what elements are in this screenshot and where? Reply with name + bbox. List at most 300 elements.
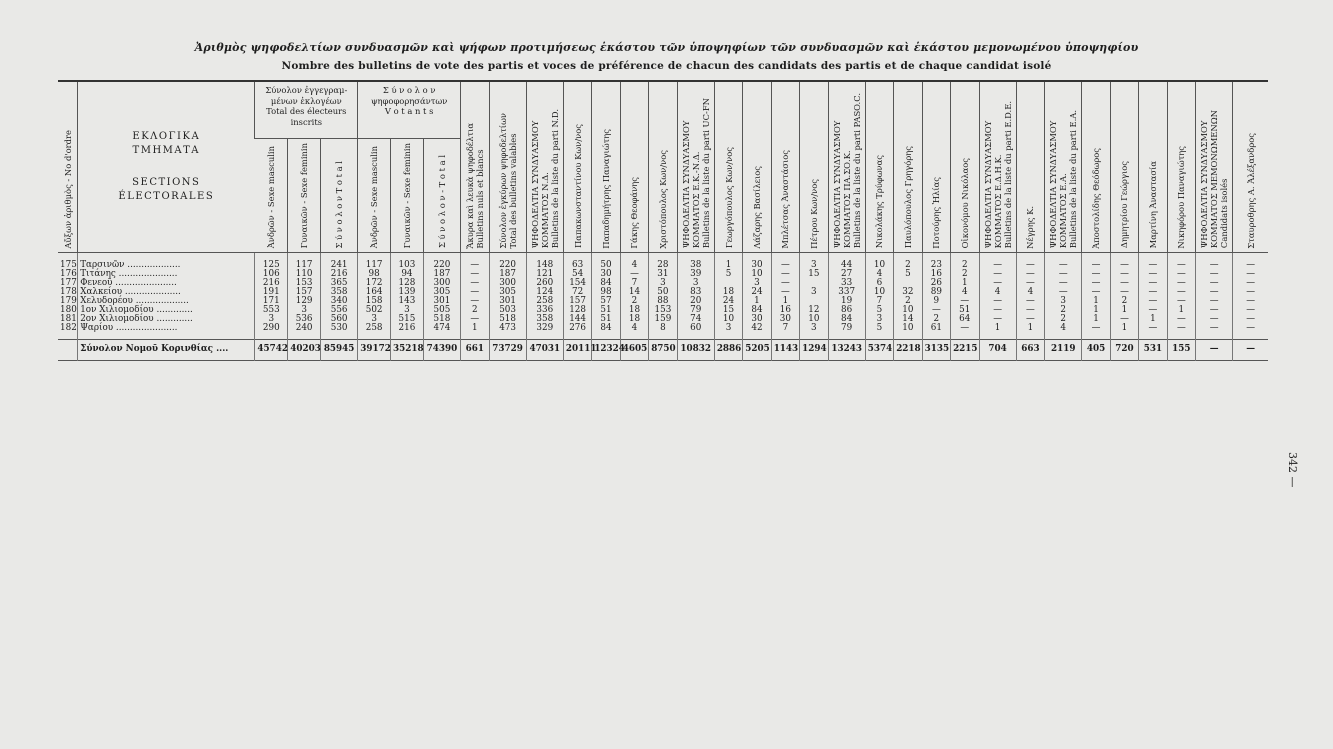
cell: 4 [1016, 288, 1044, 297]
cell: 1 [1110, 324, 1138, 340]
cell: 98 [358, 270, 391, 279]
cell: — [1082, 288, 1110, 297]
cell: 103 [391, 253, 424, 271]
cell: — [979, 270, 1016, 279]
cell: 8 [649, 324, 677, 340]
cell: 337 [828, 288, 865, 297]
cell: 7 [865, 297, 893, 306]
cell: 216 [255, 279, 288, 288]
cell: 3 [358, 315, 391, 324]
cell: — [1139, 306, 1167, 315]
cell: — [1233, 288, 1268, 297]
cell: 220 [423, 253, 460, 271]
cell: — [1045, 270, 1082, 279]
cell: 290 [255, 324, 288, 340]
cell: — [979, 315, 1016, 324]
cell: 30 [743, 315, 771, 324]
total-cell: 74390 [423, 340, 460, 361]
cell: 2 [1045, 306, 1082, 315]
cell: 530 [321, 324, 358, 340]
cell: 31 [649, 270, 677, 279]
cell: — [461, 253, 489, 271]
cell: 4 [620, 324, 648, 340]
cell: — [979, 253, 1016, 271]
cell: 94 [391, 270, 424, 279]
cell: — [771, 253, 799, 271]
cell: 38 [677, 253, 714, 271]
cell: 14 [620, 288, 648, 297]
header-votants: Σ ύ ν ο λ ο ν ψηφοφορησάντων V o t a n t s [358, 81, 461, 139]
cell: 4 [1045, 324, 1082, 340]
total-cell: 720 [1110, 340, 1138, 361]
cell: — [1016, 315, 1044, 324]
cell: — [1167, 253, 1195, 271]
cell: 26 [922, 279, 950, 288]
cell: 187 [423, 270, 460, 279]
cell: 125 [255, 253, 288, 271]
cell: — [1196, 270, 1233, 279]
total-cell: 5374 [865, 340, 893, 361]
cell: 305 [489, 288, 526, 297]
header-col-4: Ἀνδρῶν - Sexe masculin [358, 139, 391, 253]
cell: 301 [489, 297, 526, 306]
cell: 4 [865, 270, 893, 279]
cell: 191 [255, 288, 288, 297]
cell: 1 [979, 324, 1016, 340]
total-cell: 2218 [894, 340, 922, 361]
cell: — [1139, 279, 1167, 288]
cell: — [1110, 315, 1138, 324]
cell: 63 [563, 253, 591, 271]
cell: 515 [391, 315, 424, 324]
total-cell: 5205 [743, 340, 771, 361]
cell: 474 [423, 324, 460, 340]
header-col-2: Γυναικῶν - Sexe feminin [288, 139, 321, 253]
cell: — [1139, 253, 1167, 271]
cell: 86 [828, 306, 865, 315]
cell: — [1233, 270, 1268, 279]
cell: 1 [1082, 297, 1110, 306]
total-cell: 3135 [922, 340, 950, 361]
cell: — [1139, 288, 1167, 297]
cell: — [1045, 279, 1082, 288]
cell: 260 [526, 279, 563, 288]
cell: 3 [649, 279, 677, 288]
cell: 84 [592, 324, 620, 340]
total-cell: 531 [1139, 340, 1167, 361]
cell: — [1082, 279, 1110, 288]
cell: — [1016, 279, 1044, 288]
cell: — [1082, 324, 1110, 340]
cell: — [1196, 297, 1233, 306]
cell: 14 [894, 315, 922, 324]
cell: 83 [677, 288, 714, 297]
cell: — [1045, 288, 1082, 297]
cell: 50 [592, 253, 620, 271]
cell: 1 [714, 253, 742, 271]
cell: 556 [321, 306, 358, 315]
total-row [58, 340, 1268, 361]
cell: 358 [321, 288, 358, 297]
cell: — [461, 288, 489, 297]
total-cell: 40203 [288, 340, 321, 361]
cell: — [1233, 306, 1268, 315]
cell: 72 [563, 288, 591, 297]
header-col-1: Ἀνδρῶν - Sexe masculin [255, 139, 288, 253]
cell: — [1082, 253, 1110, 271]
cell: 518 [489, 315, 526, 324]
header-col-5: Γυναικῶν - Sexe feminin [391, 139, 424, 253]
cell: — [1016, 270, 1044, 279]
header-col-10: Παπακωνσταντίνου Κων/νος [563, 81, 591, 253]
cell: — [771, 288, 799, 297]
cell: 2 [461, 306, 489, 315]
cell: 1 [1167, 306, 1195, 315]
cell: 128 [563, 306, 591, 315]
cell: 505 [423, 306, 460, 315]
cell: 503 [489, 306, 526, 315]
total-cell: 85945 [321, 340, 358, 361]
cell: 60 [677, 324, 714, 340]
cell: 10 [894, 306, 922, 315]
cell: 16 [922, 270, 950, 279]
cell: 54 [563, 270, 591, 279]
cell: 44 [828, 253, 865, 271]
cell: — [1139, 297, 1167, 306]
cell: 154 [563, 279, 591, 288]
cell: 2 [951, 270, 979, 279]
row-number: 180 [60, 305, 77, 316]
header-col-20: Νικολάκης Τρύφωνας [865, 81, 893, 253]
cell: 3 [1045, 297, 1082, 306]
total-spacer [58, 340, 78, 361]
cell: — [1233, 253, 1268, 271]
cell: — [951, 324, 979, 340]
cell: 3 [800, 324, 828, 340]
cell: 4 [979, 288, 1016, 297]
header-col-7: Ἄκυρα καὶ λευκὰ ψηφοδέλτια Bulletins nuls et blancs [461, 81, 489, 253]
row-number: 179 [60, 296, 77, 307]
header-col-15: Γεωργόπουλος Κων/νος [714, 81, 742, 253]
cell: 1 [951, 279, 979, 288]
cell: 128 [391, 279, 424, 288]
cell: 171 [255, 297, 288, 306]
row-section-name: Ταρσινῶν ................... [78, 253, 255, 271]
cell: 98 [592, 288, 620, 297]
header-col-29: Μαρτίνη Ἀναστασία [1139, 81, 1167, 253]
cell: 300 [489, 279, 526, 288]
cell: — [1139, 324, 1167, 340]
cell: 1 [1139, 315, 1167, 324]
cell: 1 [1110, 306, 1138, 315]
header-col-26: ΨΗΦΟΔΕΛΤΙΑ ΣΥΝΔΥΑΣΜΟΥ ΚΟΜΜΑΤΟΣ Ε.Α. Bulletins de la liste du parti E.A. [1045, 81, 1082, 253]
header-col-24: ΨΗΦΟΔΕΛΤΙΑ ΣΥΝΔΥΑΣΜΟΥ ΚΟΜΜΑΤΟΣ Ε.Δ.Η.Κ. Bulletins de la liste du parti E.D.E. [979, 81, 1016, 253]
cell: 329 [526, 324, 563, 340]
total-cell: 661 [461, 340, 489, 361]
cell: 30 [592, 270, 620, 279]
row-number: 177 [60, 278, 77, 289]
row-section-name: Ψαρίου ...................... [78, 324, 255, 340]
cell: — [1196, 288, 1233, 297]
header-col-30: Νικηφόρου Παναγιώτης [1167, 81, 1195, 253]
row-section-name: 2ον Χιλιομοδίου ............. [78, 315, 255, 324]
cell: 3 [677, 279, 714, 288]
cell: 42 [743, 324, 771, 340]
cell: — [979, 279, 1016, 288]
total-cell: 704 [979, 340, 1016, 361]
total-cell: 155 [1167, 340, 1195, 361]
cell: — [1196, 306, 1233, 315]
cell: — [1196, 279, 1233, 288]
total-cell: 4605 [620, 340, 648, 361]
cell: 187 [489, 270, 526, 279]
cell: 32 [894, 288, 922, 297]
header-col-31: ΨΗΦΟΔΕΛΤΙΑ ΣΥΝΔΥΑΣΜΟΥ ΚΟΜΜΑΤΟΣ ΜΕΜΟΝΩΜΕΝΩΝ Candidats isolés [1196, 81, 1233, 253]
cell: — [461, 279, 489, 288]
cell: 2 [894, 253, 922, 271]
cell: 5 [714, 270, 742, 279]
cell: 300 [423, 279, 460, 288]
cell: 61 [922, 324, 950, 340]
cell: 216 [321, 270, 358, 279]
total-label: Σύνολον Νομοῦ Κορινθίας .... [78, 340, 255, 361]
cell: 84 [743, 306, 771, 315]
cell: 106 [255, 270, 288, 279]
cell: — [1139, 270, 1167, 279]
total-cell: 47031 [526, 340, 563, 361]
cell: — [1233, 297, 1268, 306]
cell: 19 [828, 297, 865, 306]
cell: 27 [828, 270, 865, 279]
total-cell: 1294 [800, 340, 828, 361]
cell: 216 [391, 324, 424, 340]
cell: — [1233, 279, 1268, 288]
cell: 10 [894, 324, 922, 340]
cell: 158 [358, 297, 391, 306]
cell: — [1167, 270, 1195, 279]
cell: 1 [743, 297, 771, 306]
cell: 74 [677, 315, 714, 324]
header-col-23: Οἰκονόμου Νικόλαος [951, 81, 979, 253]
cell: 24 [743, 288, 771, 297]
cell: — [461, 315, 489, 324]
cell: 172 [358, 279, 391, 288]
cell: 57 [592, 297, 620, 306]
cell: 12 [800, 306, 828, 315]
total-cell: 8750 [649, 340, 677, 361]
row-section-name: Τιτάνης ..................... [78, 270, 255, 279]
cell: 502 [358, 306, 391, 315]
header-col-17: Μπλέτσας Ἀναστάσιος [771, 81, 799, 253]
cell: 336 [526, 306, 563, 315]
header-col-28: Δημητρίου Γεώργιος [1110, 81, 1138, 253]
page-number: 342 — [1286, 452, 1299, 488]
header-col-13: Χριστόπουλος Κων/νος [649, 81, 677, 253]
cell: — [1196, 324, 1233, 340]
cell: 139 [391, 288, 424, 297]
cell: — [1016, 253, 1044, 271]
title-greek: Ἀριθμὸς ψηφοδελτίων συνδυασμῶν καὶ ψήφων προτιμήσεως ἑκάστου τῶν ὑποψηφίων τῶν συνδυασμῶν καὶ ἑκάστου μεμονωμένου ὑποψηφίου [194, 41, 1139, 54]
cell: 4 [620, 253, 648, 271]
header-col-27: Ἀποστολίδης Θεόδωρος [1082, 81, 1110, 253]
title-french: Nombre des bulletins de vote des partis et voces de préférence de chacun des candidats des partis et de chaque candidat isolé [281, 60, 1052, 72]
cell: 365 [321, 279, 358, 288]
total-cell: — [1196, 340, 1233, 361]
header-col-16: Λάζαρης Βασίλειος [743, 81, 771, 253]
cell: 18 [620, 315, 648, 324]
cell: 51 [592, 306, 620, 315]
row-number: 181 [60, 314, 77, 325]
cell: — [1082, 270, 1110, 279]
cell: 89 [922, 288, 950, 297]
cell: 6 [865, 279, 893, 288]
cell: 10 [865, 253, 893, 271]
cell: 84 [828, 315, 865, 324]
cell: — [1110, 270, 1138, 279]
row-number: 178 [60, 287, 77, 298]
cell: 1 [1082, 315, 1110, 324]
cell: — [922, 306, 950, 315]
cell: — [1167, 297, 1195, 306]
cell: 2 [1110, 297, 1138, 306]
cell: 24 [714, 297, 742, 306]
cell: 18 [620, 306, 648, 315]
cell: 64 [951, 315, 979, 324]
cell: — [1016, 297, 1044, 306]
cell: 10 [714, 315, 742, 324]
cell: 301 [423, 297, 460, 306]
cell: 3 [288, 306, 321, 315]
cell: 84 [592, 279, 620, 288]
total-cell: 2886 [714, 340, 742, 361]
cell: 30 [743, 253, 771, 271]
cell: 10 [743, 270, 771, 279]
cell: 358 [526, 315, 563, 324]
header-col-32: Σταυροθρης Α. Ἀλέξανδρος [1233, 81, 1268, 253]
cell: — [771, 270, 799, 279]
cell: 144 [563, 315, 591, 324]
cell: 1 [771, 297, 799, 306]
cell: 258 [358, 324, 391, 340]
cell: 473 [489, 324, 526, 340]
cell: — [461, 270, 489, 279]
cell: 50 [649, 288, 677, 297]
cell: 3 [800, 253, 828, 271]
table-row [58, 324, 1268, 340]
cell: — [1110, 288, 1138, 297]
cell: 18 [714, 288, 742, 297]
total-cell: 35218 [391, 340, 424, 361]
cell: 15 [714, 306, 742, 315]
cell: 16 [771, 306, 799, 315]
cell: 553 [255, 306, 288, 315]
row-section-name: Χελυδορέου ................... [78, 297, 255, 306]
cell: 51 [951, 306, 979, 315]
cell: 129 [288, 297, 321, 306]
row-number: 176 [60, 269, 77, 280]
cell: 3 [255, 315, 288, 324]
cell: 30 [771, 315, 799, 324]
cell: 10 [865, 288, 893, 297]
header-sections: ΕΚΛΟΓΙΚΑ ΤΜΗΜΑΤΑ SECTIONS ÉLECTORALES [78, 81, 255, 253]
cell: 7 [620, 279, 648, 288]
cell: — [1167, 279, 1195, 288]
cell: — [1045, 253, 1082, 271]
total-cell: — [1233, 340, 1268, 361]
header-col-6: Σ ύ ν ο λ ο ν - T o t a l [423, 139, 460, 253]
cell: 1 [461, 324, 489, 340]
row-section-name: Χαλκείου .................... [78, 288, 255, 297]
cell: 240 [288, 324, 321, 340]
cell: 7 [771, 324, 799, 340]
cell: 560 [321, 315, 358, 324]
total-cell: 73729 [489, 340, 526, 361]
cell: 2 [620, 297, 648, 306]
results-table [58, 80, 1268, 361]
cell: 2 [951, 253, 979, 271]
cell: — [1196, 253, 1233, 271]
cell: 3 [743, 279, 771, 288]
header-col-3: Σ ύ ν ο λ ο ν T o t a l [321, 139, 358, 253]
cell: 3 [800, 288, 828, 297]
cell: — [1167, 288, 1195, 297]
cell: 3 [714, 324, 742, 340]
header-inscrits: Σύνολον ἐγγεγραμ- μένων ἐκλογέων Total des électeurs inscrits [255, 81, 358, 139]
cell: 153 [288, 279, 321, 288]
cell: 124 [526, 288, 563, 297]
total-cell: 663 [1016, 340, 1044, 361]
cell: 3 [391, 306, 424, 315]
cell: 5 [865, 306, 893, 315]
cell: 157 [288, 288, 321, 297]
cell: 10 [800, 315, 828, 324]
total-cell: 20111 [563, 340, 591, 361]
row-number: 182 [60, 323, 77, 334]
cell: — [461, 297, 489, 306]
cell: 2 [894, 297, 922, 306]
cell: 1 [1016, 324, 1044, 340]
cell: 33 [828, 279, 865, 288]
cell: 276 [563, 324, 591, 340]
cell: — [1167, 324, 1195, 340]
row-number: 175 [60, 260, 77, 271]
cell: 88 [649, 297, 677, 306]
cell: 164 [358, 288, 391, 297]
total-cell: 12324 [592, 340, 620, 361]
cell: 153 [649, 306, 677, 315]
cell: — [979, 306, 1016, 315]
cell: 20 [677, 297, 714, 306]
cell: 5 [865, 324, 893, 340]
row-section-name: Φενεοῦ ...................... [78, 279, 255, 288]
cell: — [1167, 315, 1195, 324]
cell: — [1233, 324, 1268, 340]
cell: — [951, 297, 979, 306]
header-col-14: ΨΗΦΟΔΕΛΤΙΑ ΣΥΝΔΥΑΣΜΟΥ ΚΟΜΜΑΤΟΣ Ε.Κ.-Ν.Δ. Bulletins de la liste du parti UC-FN [677, 81, 714, 253]
cell: 157 [563, 297, 591, 306]
total-cell: 2215 [951, 340, 979, 361]
cell: 4 [951, 288, 979, 297]
header-col-8: Σύνολον ἐγκύρων ψηφοδελτίων Total des bulletins valables [489, 81, 526, 253]
cell: 15 [800, 270, 828, 279]
cell: 1 [1082, 306, 1110, 315]
cell: 121 [526, 270, 563, 279]
cell: 305 [423, 288, 460, 297]
header-col-25: Νέγρης Κ. [1016, 81, 1044, 253]
cell: 536 [288, 315, 321, 324]
header-col-22: Ποτούρης Ἠλίας [922, 81, 950, 253]
cell: 51 [592, 315, 620, 324]
